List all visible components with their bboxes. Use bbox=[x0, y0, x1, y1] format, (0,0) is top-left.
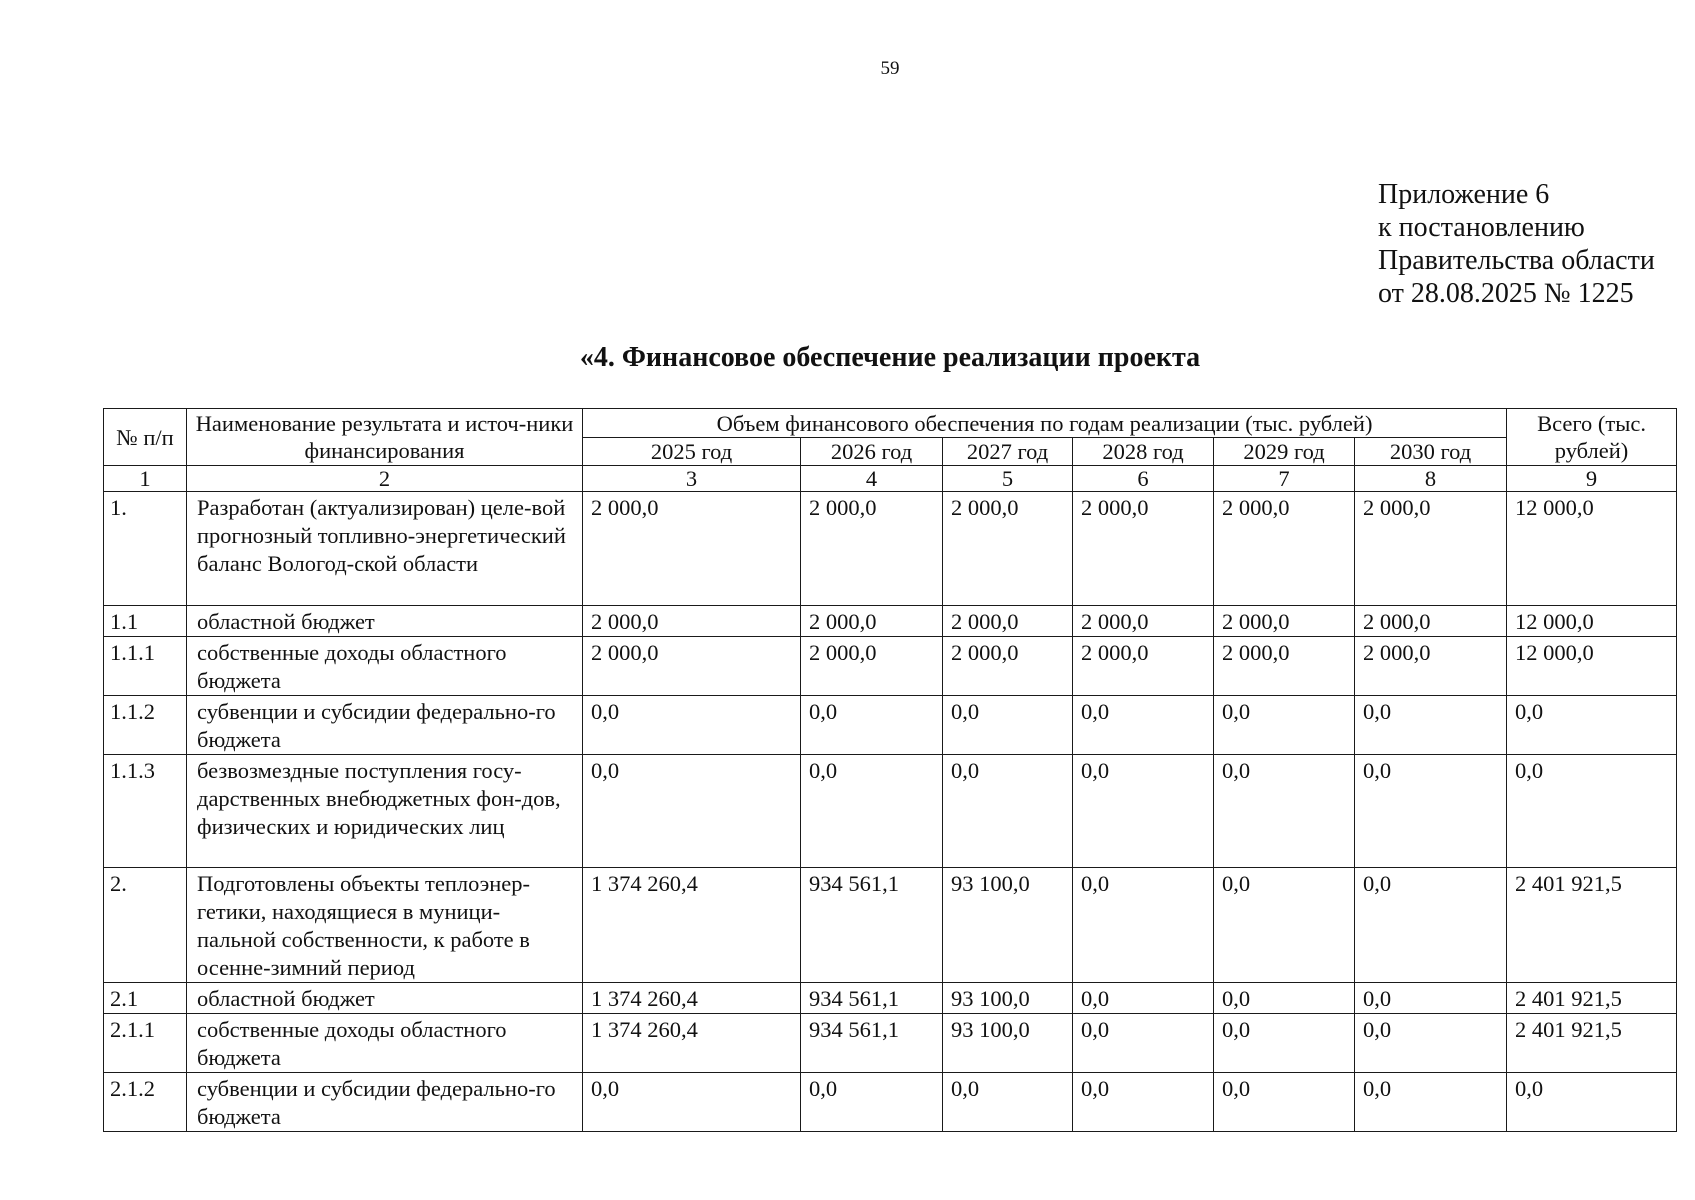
row-value: 0,0 bbox=[583, 1073, 801, 1132]
row-value: 2 000,0 bbox=[1073, 637, 1214, 696]
row-total: 0,0 bbox=[1507, 755, 1677, 868]
row-value: 2 000,0 bbox=[801, 606, 943, 637]
row-value: 93 100,0 bbox=[943, 983, 1073, 1014]
row-value: 93 100,0 bbox=[943, 1014, 1073, 1073]
row-value: 2 000,0 bbox=[1355, 606, 1507, 637]
row-number: 1.1 bbox=[104, 606, 187, 637]
row-value: 0,0 bbox=[1214, 696, 1355, 755]
financing-table bbox=[103, 408, 1677, 1132]
row-value: 0,0 bbox=[1355, 983, 1507, 1014]
row-name: безвозмездные поступления госу-дарственных внебюджетных фон-дов, физических и юридических лиц bbox=[187, 755, 583, 868]
row-value: 2 000,0 bbox=[943, 637, 1073, 696]
row-number: 2.1.2 bbox=[104, 1073, 187, 1132]
row-name: субвенции и субсидии федерально-го бюджета bbox=[187, 1073, 583, 1132]
row-value: 0,0 bbox=[1214, 1073, 1355, 1132]
appendix-line: Правительства области bbox=[1378, 245, 1655, 276]
row-value: 934 561,1 bbox=[801, 983, 943, 1014]
table-row bbox=[104, 606, 1677, 637]
row-value: 0,0 bbox=[1073, 696, 1214, 755]
row-value: 0,0 bbox=[943, 755, 1073, 868]
row-value: 934 561,1 bbox=[801, 1014, 943, 1073]
table-row bbox=[104, 492, 1677, 606]
row-value: 93 100,0 bbox=[943, 868, 1073, 983]
row-value: 2 000,0 bbox=[1355, 637, 1507, 696]
table-row bbox=[104, 755, 1677, 868]
row-value: 0,0 bbox=[1073, 983, 1214, 1014]
row-value: 2 000,0 bbox=[1355, 492, 1507, 606]
row-total: 12 000,0 bbox=[1507, 606, 1677, 637]
header-year: 2030 год bbox=[1355, 438, 1507, 466]
row-name: областной бюджет bbox=[187, 983, 583, 1014]
row-value: 2 000,0 bbox=[1073, 606, 1214, 637]
row-value: 0,0 bbox=[1073, 868, 1214, 983]
row-value: 2 000,0 bbox=[943, 606, 1073, 637]
row-name: Разработан (актуализирован) целе-вой прогнозный топливно-энергетический баланс Вологод-ской области bbox=[187, 492, 583, 606]
row-value: 2 000,0 bbox=[1214, 492, 1355, 606]
row-value: 0,0 bbox=[583, 696, 801, 755]
header-year: 2026 год bbox=[801, 438, 943, 466]
header-year: 2029 год bbox=[1214, 438, 1355, 466]
row-number: 2.1 bbox=[104, 983, 187, 1014]
row-value: 2 000,0 bbox=[583, 606, 801, 637]
row-value: 0,0 bbox=[1355, 868, 1507, 983]
row-value: 0,0 bbox=[1214, 1014, 1355, 1073]
row-total: 2 401 921,5 bbox=[1507, 983, 1677, 1014]
table-row bbox=[104, 637, 1677, 696]
row-value: 0,0 bbox=[801, 1073, 943, 1132]
row-total: 12 000,0 bbox=[1507, 637, 1677, 696]
row-total: 0,0 bbox=[1507, 1073, 1677, 1132]
row-number: 2.1.1 bbox=[104, 1014, 187, 1073]
appendix-block bbox=[1378, 178, 1655, 310]
row-number: 2. bbox=[104, 868, 187, 983]
table-row bbox=[104, 868, 1677, 983]
row-value: 0,0 bbox=[801, 755, 943, 868]
row-value: 0,0 bbox=[1073, 1073, 1214, 1132]
row-value: 1 374 260,4 bbox=[583, 1014, 801, 1073]
appendix-line: Приложение 6 bbox=[1378, 179, 1550, 210]
row-value: 0,0 bbox=[1355, 696, 1507, 755]
row-value: 1 374 260,4 bbox=[583, 983, 801, 1014]
row-total: 12 000,0 bbox=[1507, 492, 1677, 606]
header-year: 2028 год bbox=[1073, 438, 1214, 466]
appendix-line: от 28.08.2025 № 1225 bbox=[1378, 278, 1634, 309]
row-number: 1.1.1 bbox=[104, 637, 187, 696]
row-number: 1. bbox=[104, 492, 187, 606]
row-value: 2 000,0 bbox=[1073, 492, 1214, 606]
row-value: 2 000,0 bbox=[801, 637, 943, 696]
row-number: 1.1.3 bbox=[104, 755, 187, 868]
row-value: 1 374 260,4 bbox=[583, 868, 801, 983]
column-number: 9 bbox=[1507, 466, 1677, 492]
column-number: 2 bbox=[187, 466, 583, 492]
row-value: 934 561,1 bbox=[801, 868, 943, 983]
table-row bbox=[104, 696, 1677, 755]
row-total: 2 401 921,5 bbox=[1507, 868, 1677, 983]
row-name: областной бюджет bbox=[187, 606, 583, 637]
row-value: 0,0 bbox=[1355, 1014, 1507, 1073]
row-value: 2 000,0 bbox=[1214, 637, 1355, 696]
column-number: 3 bbox=[583, 466, 801, 492]
row-value: 0,0 bbox=[1214, 983, 1355, 1014]
column-number: 5 bbox=[943, 466, 1073, 492]
page-number: 59 bbox=[880, 58, 900, 79]
column-number: 8 bbox=[1355, 466, 1507, 492]
appendix-line: к постановлению bbox=[1378, 212, 1585, 243]
row-value: 0,0 bbox=[943, 1073, 1073, 1132]
row-name: субвенции и субсидии федерально-го бюджета bbox=[187, 696, 583, 755]
row-value: 0,0 bbox=[583, 755, 801, 868]
row-value: 0,0 bbox=[1355, 1073, 1507, 1132]
row-value: 2 000,0 bbox=[801, 492, 943, 606]
row-total: 2 401 921,5 bbox=[1507, 1014, 1677, 1073]
table-row bbox=[104, 1073, 1677, 1132]
row-value: 0,0 bbox=[1214, 868, 1355, 983]
row-total: 0,0 bbox=[1507, 696, 1677, 755]
column-number: 1 bbox=[104, 466, 187, 492]
row-name: собственные доходы областного бюджета bbox=[187, 637, 583, 696]
row-value: 2 000,0 bbox=[583, 492, 801, 606]
row-value: 0,0 bbox=[1073, 755, 1214, 868]
table-row bbox=[104, 983, 1677, 1014]
column-number: 6 bbox=[1073, 466, 1214, 492]
header-year: 2027 год bbox=[943, 438, 1073, 466]
row-value: 0,0 bbox=[1073, 1014, 1214, 1073]
row-value: 0,0 bbox=[1355, 755, 1507, 868]
row-value: 2 000,0 bbox=[943, 492, 1073, 606]
row-value: 0,0 bbox=[1214, 755, 1355, 868]
table-row bbox=[104, 1014, 1677, 1073]
row-name: Подготовлены объекты теплоэнер-гетики, находящиеся в муници-пальной собственности, к работе в осенне-зимний период bbox=[187, 868, 583, 983]
row-number: 1.1.2 bbox=[104, 696, 187, 755]
row-value: 0,0 bbox=[801, 696, 943, 755]
header-year: 2025 год bbox=[583, 438, 801, 466]
column-number: 4 bbox=[801, 466, 943, 492]
header-name: Наименование результата и источ-ники финансирования bbox=[187, 409, 583, 466]
header-volume: Объем финансового обеспечения по годам реализации (тыс. рублей) bbox=[583, 409, 1507, 438]
document-title: «4. Финансовое обеспечение реализации проекта bbox=[579, 342, 1201, 373]
row-value: 2 000,0 bbox=[583, 637, 801, 696]
row-value: 2 000,0 bbox=[1214, 606, 1355, 637]
header-num: № п/п bbox=[104, 409, 187, 466]
row-value: 0,0 bbox=[943, 696, 1073, 755]
row-name: собственные доходы областного бюджета bbox=[187, 1014, 583, 1073]
header-total: Всего (тыс. рублей) bbox=[1507, 409, 1677, 466]
column-number: 7 bbox=[1214, 466, 1355, 492]
